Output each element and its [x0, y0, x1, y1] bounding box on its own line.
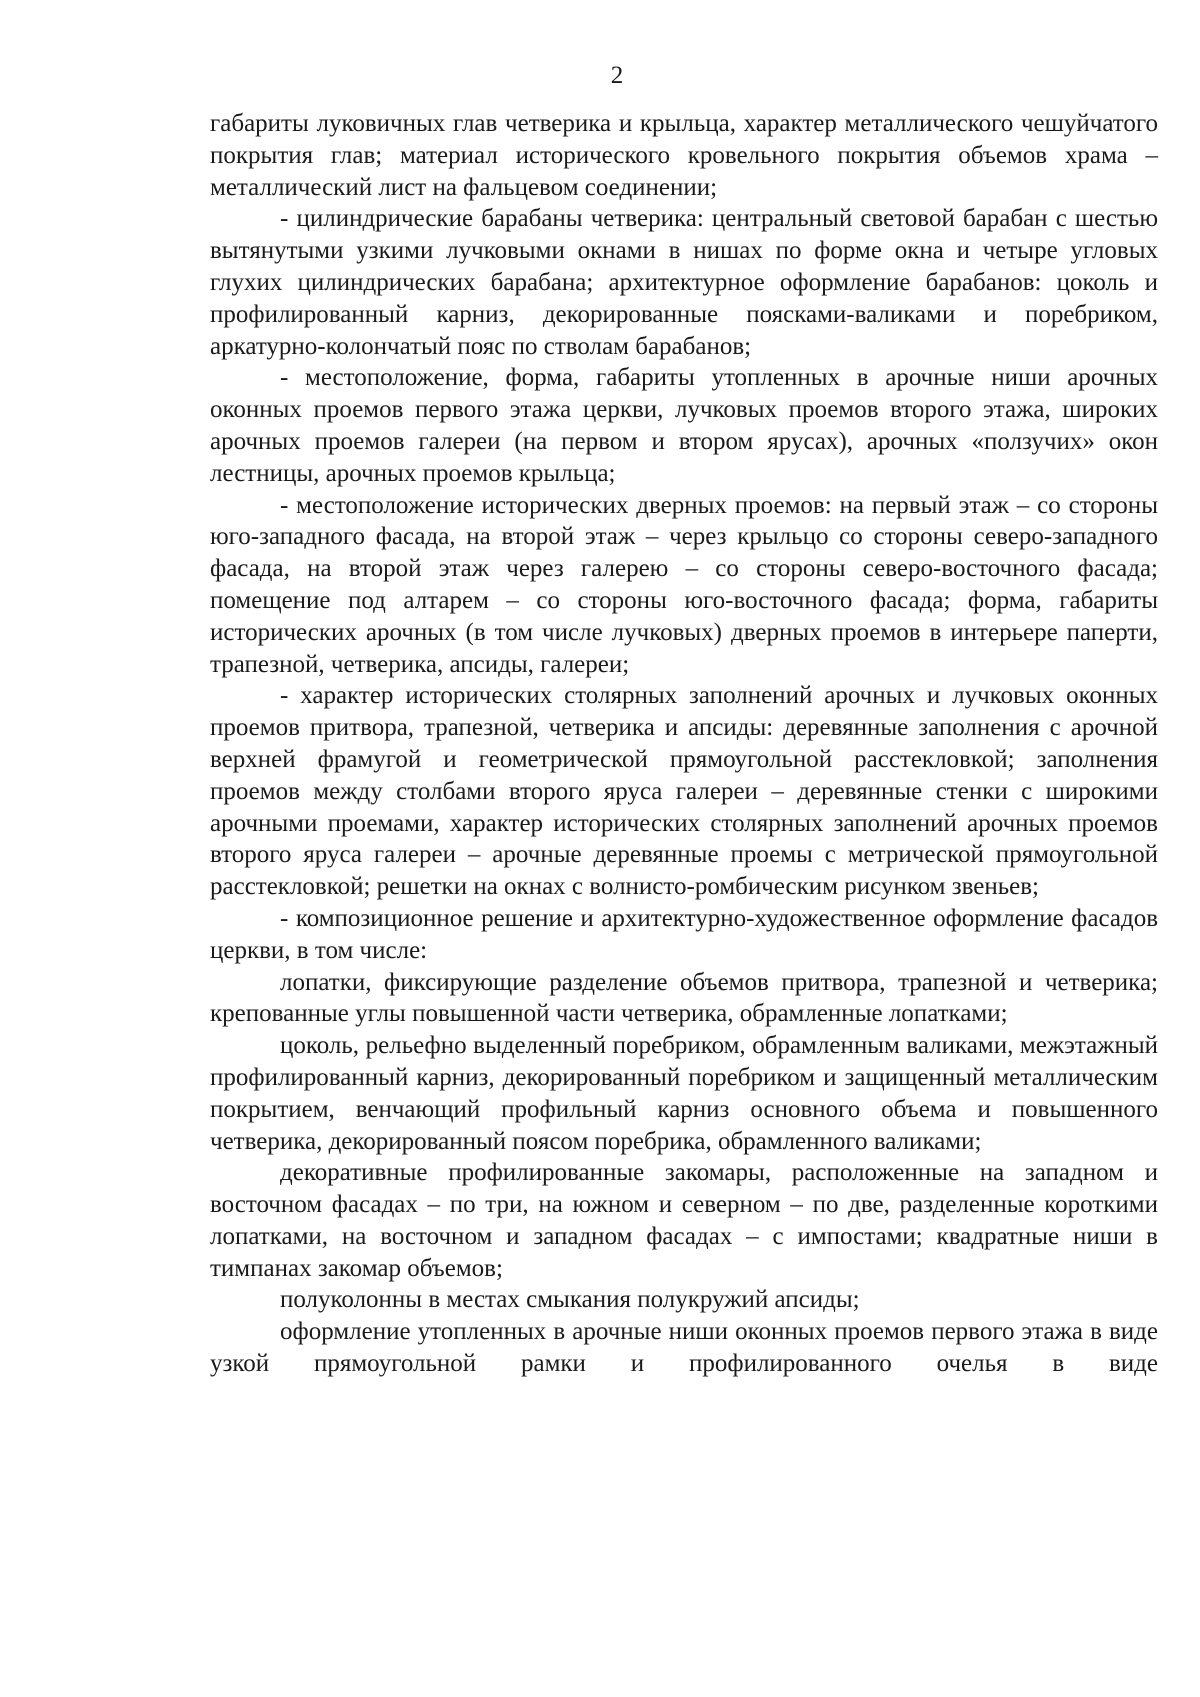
document-body	[210, 108, 1158, 1380]
paragraph: габариты луковичных глав четверика и крыльца, характер металлического чешуйчатого покрытия глав; материал исторического кровельного покрытия объемов храма – металлический лист на фальцевом соединении;	[210, 110, 1158, 201]
paragraph: лопатки, фиксирующие разделение объемов притвора, трапезной и четверика; крепованные углы повышенной части четверика, обрамленные лопатками;	[210, 968, 1158, 1028]
paragraph: - характер исторических столярных заполнений арочных и лучковых оконных проемов притвора, трапезной, четверика и апсиды: деревянные заполнения с арочной верхней фрамугой и геометрической прямоугольной расстекловкой; заполнения проемов между столбами второго яруса галереи – деревянные стенки с широкими арочными проемами, характер исторических столярных заполнений арочных проемов второго яруса галереи – арочные деревянные проемы с метрической прямоугольной расстекловкой; решетки на окнах с волнисто-ромбическим рисунком звеньев;	[210, 682, 1158, 901]
paragraph: - цилиндрические барабаны четверика: центральный световой барабан с шестью вытянутыми узкими лучковыми окнами в нишах по форме окна и четыре угловых глухих цилиндрических барабана; архитектурное оформление барабанов: цоколь и профилированный карниз, декорированные поясками-валиками и поребриком, аркатурно-колончатый пояс по стволам барабанов;	[210, 205, 1158, 360]
paragraph: оформление утопленных в арочные ниши оконных проемов первого этажа в виде узкой прямоугольной рамки и профилированного очелья в виде	[210, 1318, 1158, 1378]
paragraph: цоколь, рельефно выделенный поребриком, обрамленным валиками, межэтажный профилированный карниз, декорированный поребриком и защищенный металлическим покрытием, венчающий профильный карниз основного объема и повышенного четверика, декорированный поясом поребрика, обрамленного валиками;	[210, 1032, 1158, 1155]
paragraph: полуколонны в местах смыкания полукружий апсиды;	[280, 1286, 860, 1314]
page-number: 2	[610, 62, 624, 89]
paragraph: декоративные профилированные закомары, расположенные на западном и восточном фасадах – по три, на южном и северном – по две, разделенные короткими лопатками, на восточном и западном фасадах – с импостами; квадратные ниши в тимпанах закомар объемов;	[210, 1159, 1158, 1282]
paragraph: - местоположение, форма, габариты утопленных в арочные ниши арочных оконных проемов первого этажа церкви, лучковых проемов второго этажа, широких арочных проемов галереи (на первом и втором ярусах), арочных «ползучих» окон лестницы, арочных проемов крыльца;	[210, 364, 1158, 487]
paragraph: - местоположение исторических дверных проемов: на первый этаж – со стороны юго-западного фасада, на второй этаж – через крыльцо со стороны северо-западного фасада, на второй этаж через галерею – со стороны северо-восточного фасада; помещение под алтарем – со стороны юго-восточного фасада; форма, габариты исторических арочных (в том числе лучковых) дверных проемов в интерьере паперти, трапезной, четверика, апсиды, галереи;	[210, 491, 1158, 678]
paragraph: - композиционное решение и архитектурно-художественное оформление фасадов церкви, в том числе:	[210, 904, 1158, 964]
